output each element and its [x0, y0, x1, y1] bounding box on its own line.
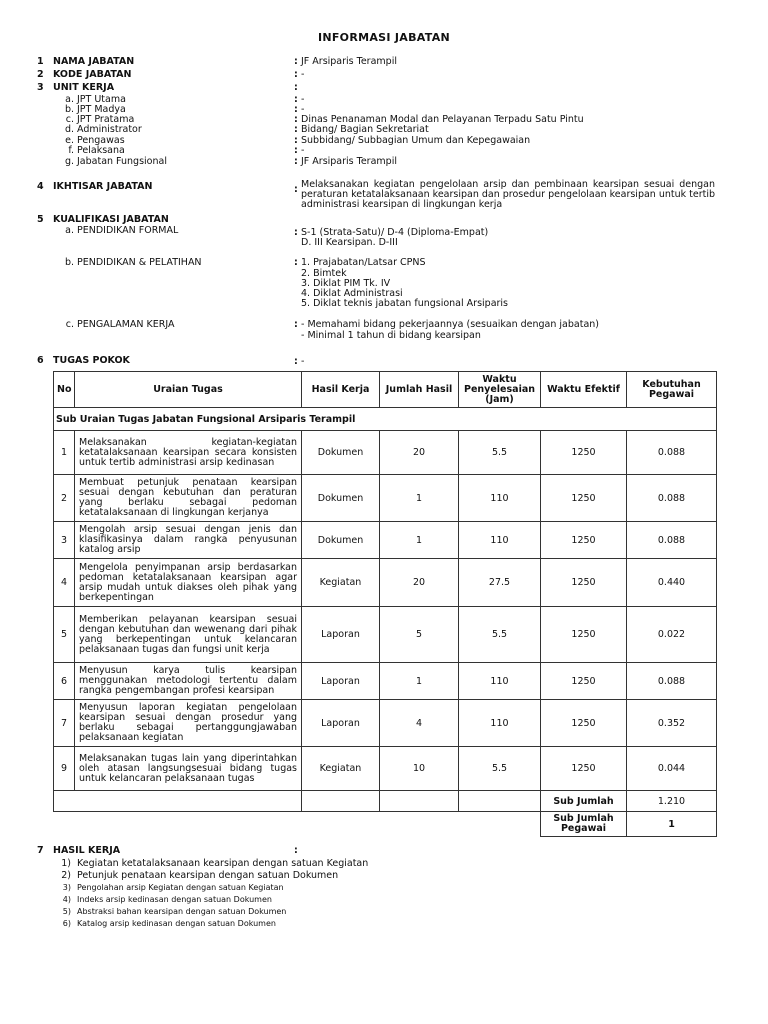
cell-kebutuhan: 0.088	[627, 431, 717, 475]
sub-jumlah-value: 1.210	[627, 791, 717, 812]
pelatihan-label: PENDIDIKAN & PELATIHAN	[77, 257, 202, 268]
col-header-waktu-penyelesaian: Waktu Penyelesaian (Jam)	[459, 372, 541, 408]
empty-cell	[54, 791, 302, 812]
cell-hasil: Dokumen	[302, 475, 380, 522]
colon: :	[294, 257, 298, 268]
table-row	[54, 475, 717, 522]
table-header-row	[54, 372, 717, 408]
cell-no: 6	[54, 663, 75, 700]
hasil-kerja-number: 2)	[61, 870, 71, 881]
unit-kerja-item-label: JPT Utama	[77, 94, 126, 105]
empty-cell	[54, 812, 302, 837]
col-header-kebutuhan: Kebutuhan Pegawai	[627, 372, 717, 408]
unit-kerja-item-label: JPT Madya	[77, 104, 126, 115]
pendidikan-formal-line: D. III Kearsipan. D-III	[301, 237, 398, 248]
nama-jabatan-label: NAMA JABATAN	[53, 56, 135, 67]
unit-kerja-letter: b.	[64, 104, 74, 115]
cell-waktu: 27.5	[459, 559, 541, 607]
hasil-kerja-number: 3)	[62, 883, 71, 892]
colon: :	[294, 82, 298, 93]
cell-hasil: Laporan	[302, 607, 380, 663]
cell-desc: Mengelola penyimpanan arsip berdasarkan pedoman ketatalaksanaan kearsipan agar arsip mudah untuk diakses oleh pihak yang berkepentingan	[75, 559, 302, 607]
cell-waktu: 110	[459, 700, 541, 747]
cell-waktu: 110	[459, 663, 541, 700]
cell-no: 7	[54, 700, 75, 747]
cell-waktu: 5.5	[459, 607, 541, 663]
kualifikasi-letter: a.	[65, 225, 74, 236]
cell-jumlah: 1	[380, 663, 459, 700]
cell-no: 5	[54, 607, 75, 663]
cell-desc: Memberikan pelayanan kearsipan sesuai dengan kebutuhan dan wewenang dari pihak yang berkepentingan untuk kelancaran pelaksanaan tugas dan fungsi unit kerja	[75, 607, 302, 663]
sub-jumlah-label: Sub Jumlah	[541, 791, 627, 812]
cell-no: 3	[54, 522, 75, 559]
hasil-kerja-number: 6)	[62, 919, 71, 928]
hasil-kerja-item: Abstraksi bahan kearsipan dengan satuan Dokumen	[77, 907, 287, 916]
unit-kerja-item-value: Dinas Penanaman Modal dan Pelayanan Terpadu Satu Pintu	[301, 114, 584, 125]
cell-efektif: 1250	[541, 559, 627, 607]
hasil-kerja-number: 4)	[62, 895, 71, 904]
cell-efektif: 1250	[541, 607, 627, 663]
unit-kerja-letter: d.	[64, 124, 74, 135]
col-header-jumlah: Jumlah Hasil	[380, 372, 459, 408]
cell-kebutuhan: 0.440	[627, 559, 717, 607]
colon: :	[294, 69, 298, 80]
colon: :	[294, 319, 298, 330]
pelatihan-line: 3. Diklat PIM Tk. IV	[301, 278, 391, 289]
cell-desc: Mengolah arsip sesuai dengan jenis dan klasifikasinya dalam rangka penyusunan katalog arsip	[75, 522, 302, 559]
colon: :	[294, 156, 298, 167]
unit-kerja-letter: a.	[65, 94, 74, 105]
cell-no: 2	[54, 475, 75, 522]
unit-kerja-letter: e.	[65, 135, 74, 146]
unit-kerja-letter: g.	[64, 156, 74, 167]
cell-no: 1	[54, 431, 75, 475]
colon: :	[294, 184, 298, 195]
table-subheader-row	[54, 408, 717, 431]
empty-cell	[302, 812, 380, 837]
table-row	[54, 607, 717, 663]
colon: :	[294, 56, 298, 67]
cell-desc: Melaksanakan tugas lain yang diperintahkan oleh atasan langsungsesuai bidang tugas untuk kelancaran pelaksanaan tugas	[75, 747, 302, 791]
unit-kerja-item-label: Pengawas	[77, 135, 125, 146]
sub-jumlah-row	[54, 791, 717, 812]
colon: :	[294, 104, 298, 115]
cell-hasil: Dokumen	[302, 431, 380, 475]
hasil-kerja-number: 1)	[61, 858, 71, 869]
cell-hasil: Dokumen	[302, 522, 380, 559]
kode-jabatan-label: KODE JABATAN	[53, 69, 132, 80]
pelatihan-line: 2. Bimtek	[301, 268, 347, 279]
hasil-kerja-item: Petunjuk penataan kearsipan dengan satuan Dokumen	[77, 870, 339, 881]
cell-efektif: 1250	[541, 522, 627, 559]
cell-no: 9	[54, 747, 75, 791]
col-header-no: No	[54, 372, 75, 408]
unit-kerja-item-value: -	[301, 145, 305, 156]
table-row	[54, 700, 717, 747]
cell-efektif: 1250	[541, 747, 627, 791]
cell-desc: Melaksanakan kegiatan-kegiatan ketatalaksanaan kearsipan secara konsisten untuk tertib administrasi arsip kedinasan	[75, 431, 302, 475]
cell-desc: Menyusun karya tulis kearsipan menggunakan metodologi tertentu dalam rangka pengembangan profesi kearsipan	[75, 663, 302, 700]
hasil-kerja-item: Pengolahan arsip Kegiatan dengan satuan Kegiatan	[77, 883, 284, 892]
empty-cell	[459, 812, 541, 837]
pengalaman-label: PENGALAMAN KERJA	[77, 319, 175, 330]
col-header-hasil: Hasil Kerja	[302, 372, 380, 408]
table-subheader: Sub Uraian Tugas Jabatan Fungsional Arsiparis Terampil	[54, 408, 717, 431]
cell-jumlah: 20	[380, 559, 459, 607]
col-header-waktu-efektif: Waktu Efektif	[541, 372, 627, 408]
cell-kebutuhan: 0.044	[627, 747, 717, 791]
cell-desc: Menyusun laporan kegiatan pengelolaan kearsipan sesuai dengan prosedur yang berlaku sebagai pertanggungjawaban pelaksanaan kegiatan	[75, 700, 302, 747]
table-row	[54, 522, 717, 559]
section-number: 3	[37, 82, 44, 93]
unit-kerja-item-value: -	[301, 104, 305, 115]
empty-cell	[302, 791, 380, 812]
hasil-kerja-label: HASIL KERJA	[53, 845, 121, 856]
unit-kerja-item-label: Jabatan Fungsional	[77, 156, 167, 167]
pelatihan-line: 1. Prajabatan/Latsar CPNS	[301, 257, 426, 268]
section-number: 1	[37, 56, 44, 67]
colon: :	[294, 114, 298, 125]
cell-kebutuhan: 0.088	[627, 475, 717, 522]
table-row	[54, 663, 717, 700]
hasil-kerja-item: Indeks arsip kedinasan dengan satuan Dokumen	[77, 895, 272, 904]
kualifikasi-letter: c.	[65, 319, 74, 330]
colon: :	[294, 145, 298, 156]
sub-jumlah-pegawai-value: 1	[627, 812, 717, 837]
section-number: 5	[37, 214, 44, 225]
cell-hasil: Laporan	[302, 663, 380, 700]
pendidikan-formal-line: S-1 (Strata-Satu)/ D-4 (Diploma-Empat)	[301, 227, 489, 238]
unit-kerja-item-label: Pelaksana	[77, 145, 125, 156]
cell-kebutuhan: 0.022	[627, 607, 717, 663]
cell-efektif: 1250	[541, 475, 627, 522]
colon: :	[294, 124, 298, 135]
tugas-pokok-label: TUGAS POKOK	[53, 355, 130, 366]
section-number: 7	[37, 845, 44, 856]
cell-efektif: 1250	[541, 663, 627, 700]
pengalaman-line: - Minimal 1 tahun di bidang kearsipan	[301, 330, 481, 341]
cell-waktu: 110	[459, 522, 541, 559]
table-row	[54, 747, 717, 791]
cell-jumlah: 1	[380, 522, 459, 559]
cell-hasil: Kegiatan	[302, 747, 380, 791]
cell-desc: Membuat petunjuk penataan kearsipan sesuai dengan kebutuhan dan peraturan yang berlaku sebagai pedoman ketatalaksanaan di lingkungan kerjanya	[75, 475, 302, 522]
cell-kebutuhan: 0.352	[627, 700, 717, 747]
colon: :	[294, 356, 298, 367]
hasil-kerja-item: Katalog arsip kedinasan dengan satuan Dokumen	[77, 919, 276, 928]
col-header-uraian: Uraian Tugas	[75, 372, 302, 408]
section-number: 4	[37, 181, 44, 192]
tugas-table	[53, 371, 717, 837]
unit-kerja-item-label: JPT Pratama	[77, 114, 135, 125]
empty-cell	[459, 791, 541, 812]
cell-hasil: Laporan	[302, 700, 380, 747]
cell-efektif: 1250	[541, 700, 627, 747]
unit-kerja-item-label: Administrator	[77, 124, 142, 135]
colon: :	[294, 135, 298, 146]
ikhtisar-label: IKHTISAR JABATAN	[53, 181, 153, 192]
hasil-kerja-number: 5)	[62, 907, 71, 916]
empty-cell	[380, 812, 459, 837]
unit-kerja-letter: c.	[65, 114, 74, 125]
unit-kerja-item-value: Subbidang/ Subbagian Umum dan Kepegawaian	[301, 135, 531, 146]
unit-kerja-label: UNIT KERJA	[53, 82, 115, 93]
cell-jumlah: 10	[380, 747, 459, 791]
cell-hasil: Kegiatan	[302, 559, 380, 607]
unit-kerja-letter: f.	[68, 145, 74, 156]
cell-waktu: 5.5	[459, 431, 541, 475]
cell-kebutuhan: 0.088	[627, 522, 717, 559]
colon: :	[294, 94, 298, 105]
unit-kerja-item-value: -	[301, 94, 305, 105]
section-number: 2	[37, 69, 44, 80]
cell-kebutuhan: 0.088	[627, 663, 717, 700]
pelatihan-line: 4. Diklat Administrasi	[301, 288, 403, 299]
hasil-kerja-item: Kegiatan ketatalaksanaan kearsipan dengan satuan Kegiatan	[77, 858, 369, 869]
colon: :	[294, 845, 298, 856]
section-number: 6	[37, 355, 44, 366]
ikhtisar-value: Melaksanakan kegiatan pengelolaan arsip dan pembinaan kearsipan sesuai dengan peraturan ketatalaksanaan kearsipan dan prosedur pengelolaan kearsipan untuk tertib administrasi kearsipan di lingkungan kerja	[301, 179, 716, 210]
tugas-pokok-value: -	[301, 356, 305, 367]
cell-jumlah: 5	[380, 607, 459, 663]
pendidikan-formal-label: PENDIDIKAN FORMAL	[77, 225, 179, 236]
kode-jabatan-value: -	[301, 69, 305, 80]
unit-kerja-item-value: Bidang/ Bagian Sekretariat	[301, 124, 429, 135]
nama-jabatan-value: JF Arsiparis Terampil	[301, 56, 397, 67]
kualifikasi-label: KUALIFIKASI JABATAN	[53, 214, 169, 225]
kualifikasi-letter: b.	[64, 257, 74, 268]
table-row	[54, 559, 717, 607]
empty-cell	[380, 791, 459, 812]
cell-waktu: 110	[459, 475, 541, 522]
cell-jumlah: 4	[380, 700, 459, 747]
cell-efektif: 1250	[541, 431, 627, 475]
cell-jumlah: 1	[380, 475, 459, 522]
cell-waktu: 5.5	[459, 747, 541, 791]
pengalaman-line: - Memahami bidang pekerjaannya (sesuaikan dengan jabatan)	[301, 319, 599, 330]
sub-jumlah-pegawai-label: Sub Jumlah Pegawai	[541, 812, 627, 837]
table-row	[54, 431, 717, 475]
sub-jumlah-pegawai-row	[54, 812, 717, 837]
colon: :	[294, 227, 298, 238]
pelatihan-line: 5. Diklat teknis jabatan fungsional Arsiparis	[301, 298, 509, 309]
cell-jumlah: 20	[380, 431, 459, 475]
page-title: INFORMASI JABATAN	[317, 31, 451, 44]
unit-kerja-item-value: JF Arsiparis Terampil	[301, 156, 397, 167]
cell-no: 4	[54, 559, 75, 607]
